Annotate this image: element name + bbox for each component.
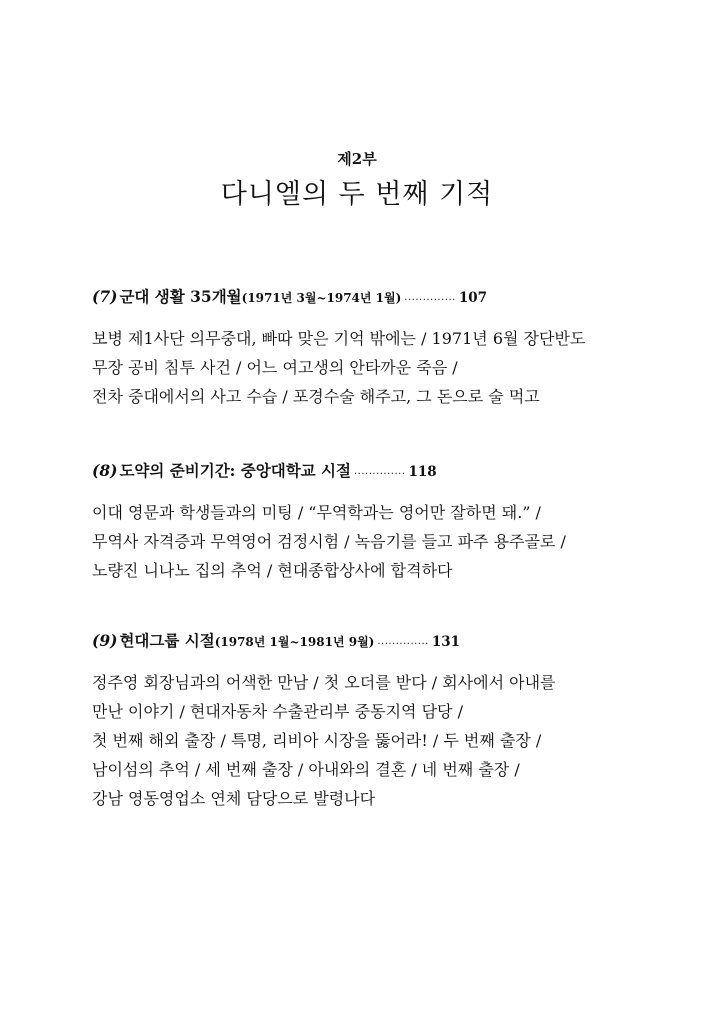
toc-entry-chapter-9 — [92, 630, 652, 813]
topic-line: 정주영 회장님과의 어색한 만남 / 첫 오더를 받다 / 회사에서 아내를 — [92, 673, 556, 692]
chapter-period: (1978년 1월~1981년 9월) — [214, 635, 375, 649]
chapter-number: (8) — [92, 461, 118, 480]
topic-line: 이대 영문과 학생들과의 미팅 / “무역학과는 영어만 잘하면 돼.” / — [92, 503, 541, 522]
chapter-topics — [92, 324, 652, 411]
page-number: 107 — [458, 290, 487, 306]
chapter-period: (1971년 3월~1974년 1월) — [241, 291, 402, 305]
chapter-title: 도약의 준비기간: 중앙대학교 시절 — [119, 461, 351, 480]
chapter-title: 군대 생활 35개월 — [119, 287, 242, 306]
topic-line: 첫 번째 해외 출장 / 특명, 리비아 시장을 뚫어라! / 두 번째 출장 / — [92, 731, 542, 750]
leader-dots: .............. — [377, 636, 429, 647]
part-label: 제2부 — [337, 150, 377, 168]
chapter-number: (9) — [92, 631, 118, 650]
page-number: 118 — [408, 464, 437, 480]
page-number: 131 — [431, 634, 461, 650]
topic-line: 보병 제1사단 의무중대, 빠따 맞은 기억 밖에는 / 1971년 6월 장단반도 — [92, 329, 586, 348]
topic-line: 무장 공비 침투 사건 / 어느 여고생의 안타까운 죽음 / — [92, 358, 458, 377]
topic-line: 남이섬의 추억 / 세 번째 출장 / 아내와의 결혼 / 네 번째 출장 / — [92, 760, 520, 779]
chapter-number: (7) — [92, 287, 118, 306]
leader-dots: .............. — [354, 466, 406, 477]
toc-entry-chapter-7 — [92, 286, 652, 411]
topic-line: 만난 이야기 / 현대자동차 수출관리부 중동지역 담당 / — [92, 702, 463, 721]
toc-entry-chapter-8 — [92, 460, 652, 585]
topic-line: 강남 영동영업소 연체 담당으로 발령나다 — [92, 789, 376, 808]
chapter-topics — [92, 498, 652, 585]
topic-line: 무역사 자격증과 무역영어 검정시험 / 녹음기를 들고 파주 용주골로 / — [92, 532, 566, 551]
chapter-heading — [92, 630, 652, 652]
chapter-heading — [92, 460, 652, 482]
topic-line: 전차 중대에서의 사고 수습 / 포경수술 해주고, 그 돈으로 술 먹고 — [92, 387, 540, 406]
chapter-title: 현대그룹 시절 — [119, 631, 215, 650]
part-title: 다니엘의 두 번째 기적 — [220, 179, 494, 210]
leader-dots: .............. — [404, 292, 456, 303]
topic-line: 노량진 니나노 집의 추억 / 현대종합상사에 합격하다 — [92, 561, 453, 580]
chapter-heading — [92, 286, 652, 308]
chapter-topics — [92, 668, 652, 813]
